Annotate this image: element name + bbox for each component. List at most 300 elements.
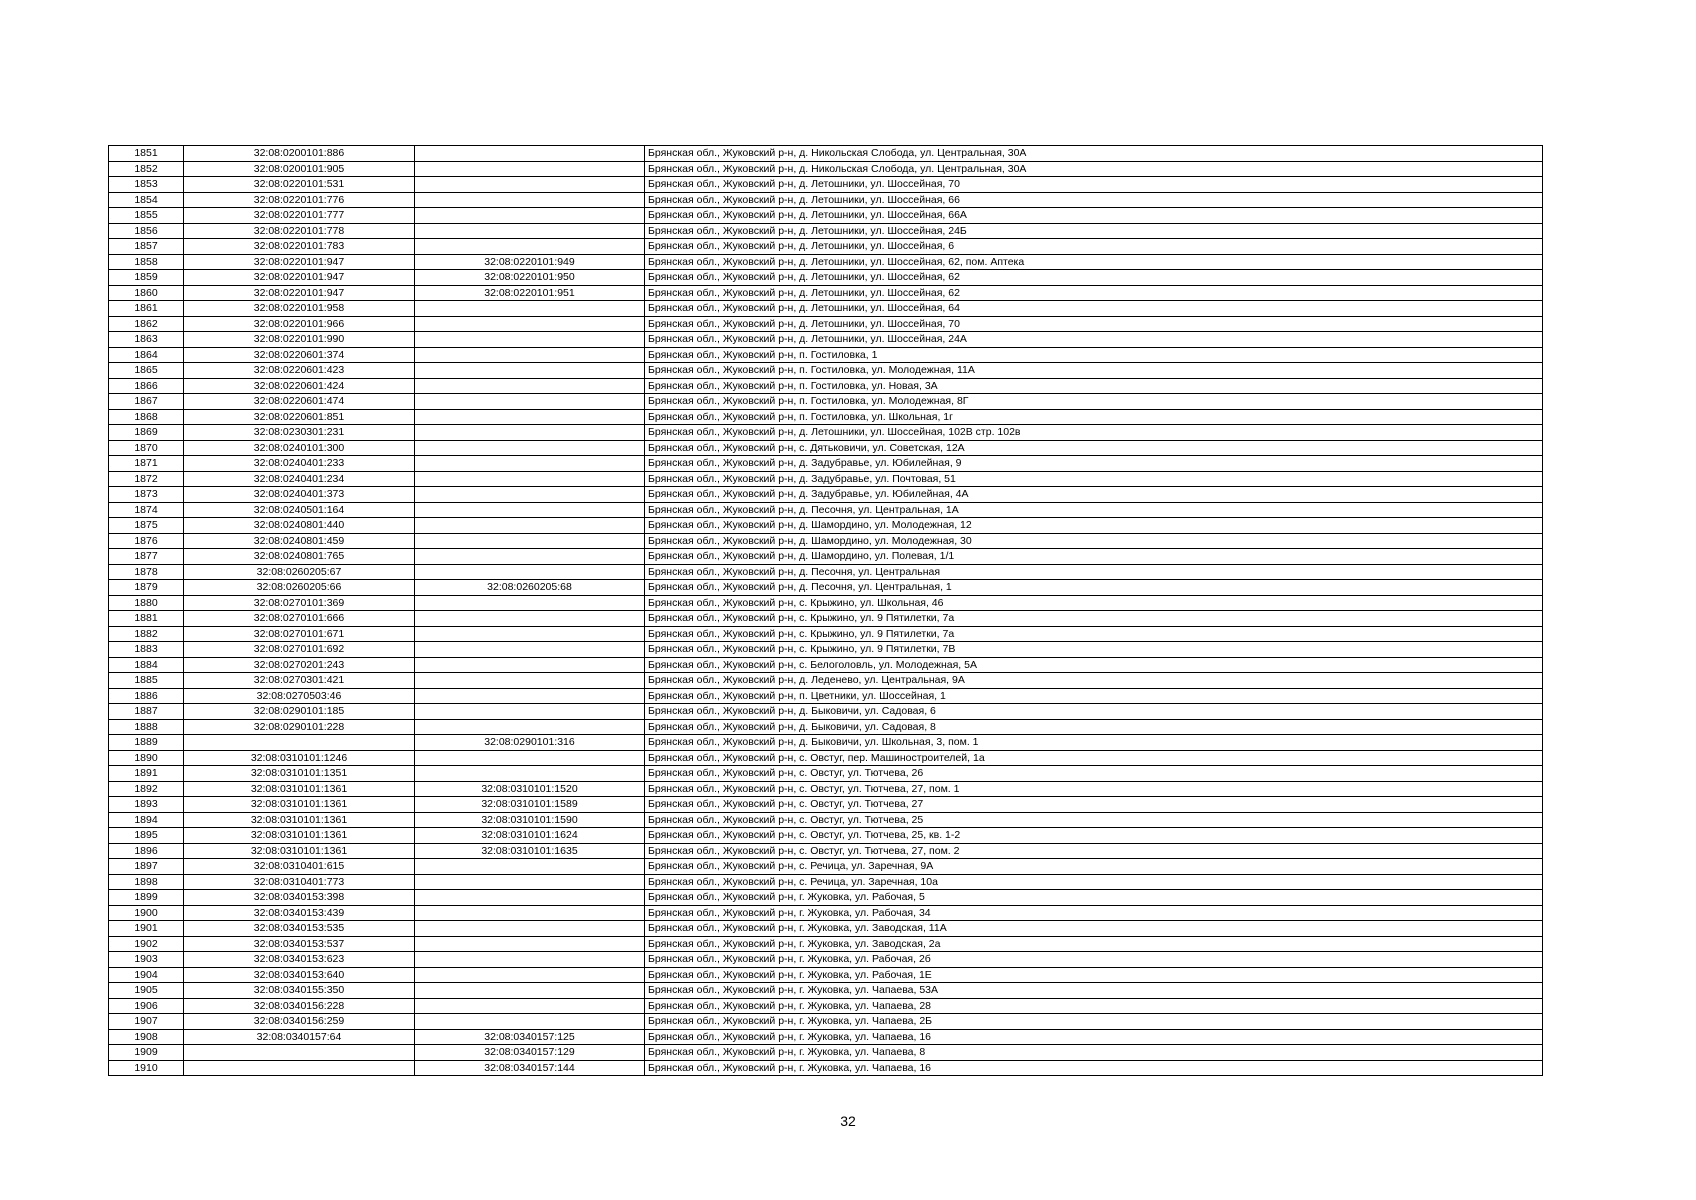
sub-object-number-cell: 32:08:0290101:316	[415, 735, 645, 751]
cadastral-number-cell	[184, 735, 415, 751]
table-row	[109, 704, 1543, 720]
cadastral-number-cell: 32:08:0220101:958	[184, 301, 415, 317]
address-cell: Брянская обл., Жуковский р-н, г. Жуковка, ул. Чапаева, 53А	[645, 983, 1543, 999]
address-cell: Брянская обл., Жуковский р-н, с. Овстуг, ул. Тютчева, 27, пом. 2	[645, 843, 1543, 859]
sub-object-number-cell	[415, 952, 645, 968]
table-row	[109, 657, 1543, 673]
sub-object-number-cell	[415, 394, 645, 410]
cadastral-number-cell: 32:08:0220601:423	[184, 363, 415, 379]
address-cell: Брянская обл., Жуковский р-н, д. Задубравье, ул. Юбилейная, 9	[645, 456, 1543, 472]
cadastral-number-cell: 32:08:0220101:776	[184, 192, 415, 208]
sub-object-number-cell	[415, 471, 645, 487]
table-row	[109, 967, 1543, 983]
sub-object-number-cell	[415, 766, 645, 782]
row-number-cell: 1877	[109, 549, 184, 565]
row-number-cell: 1893	[109, 797, 184, 813]
row-number-cell: 1865	[109, 363, 184, 379]
address-cell: Брянская обл., Жуковский р-н, д. Шамордино, ул. Молодежная, 30	[645, 533, 1543, 549]
sub-object-number-cell	[415, 456, 645, 472]
address-cell: Брянская обл., Жуковский р-н, с. Овстуг, ул. Тютчева, 25	[645, 812, 1543, 828]
table-row	[109, 533, 1543, 549]
sub-object-number-cell: 32:08:0340157:144	[415, 1060, 645, 1076]
address-cell: Брянская обл., Жуковский р-н, п. Гостиловка, ул. Школьная, 1г	[645, 409, 1543, 425]
row-number-cell: 1910	[109, 1060, 184, 1076]
table-row	[109, 611, 1543, 627]
row-number-cell: 1891	[109, 766, 184, 782]
address-cell: Брянская обл., Жуковский р-н, с. Речица, ул. Заречная, 10а	[645, 874, 1543, 890]
table-row	[109, 766, 1543, 782]
sub-object-number-cell	[415, 688, 645, 704]
address-cell: Брянская обл., Жуковский р-н, д. Летошники, ул. Шоссейная, 66	[645, 192, 1543, 208]
address-cell: Брянская обл., Жуковский р-н, с. Овстуг, пер. Машиностроителей, 1а	[645, 750, 1543, 766]
sub-object-number-cell	[415, 1014, 645, 1030]
address-cell: Брянская обл., Жуковский р-н, с. Крыжино, ул. 9 Пятилетки, 7а	[645, 626, 1543, 642]
row-number-cell: 1902	[109, 936, 184, 952]
cadastral-number-cell: 32:08:0220101:947	[184, 254, 415, 270]
table-row	[109, 998, 1543, 1014]
table-row	[109, 549, 1543, 565]
table-row	[109, 812, 1543, 828]
address-cell: Брянская обл., Жуковский р-н, г. Жуковка, ул. Рабочая, 1Е	[645, 967, 1543, 983]
property-table-body	[109, 146, 1543, 1076]
sub-object-number-cell	[415, 347, 645, 363]
row-number-cell: 1886	[109, 688, 184, 704]
address-cell: Брянская обл., Жуковский р-н, д. Летошники, ул. Шоссейная, 70	[645, 177, 1543, 193]
address-cell: Брянская обл., Жуковский р-н, д. Летошники, ул. Шоссейная, 62	[645, 285, 1543, 301]
page-number: 32	[840, 1113, 856, 1129]
row-number-cell: 1863	[109, 332, 184, 348]
table-row	[109, 735, 1543, 751]
cadastral-number-cell: 32:08:0340153:537	[184, 936, 415, 952]
sub-object-number-cell	[415, 564, 645, 580]
address-cell: Брянская обл., Жуковский р-н, д. Летошники, ул. Шоссейная, 70	[645, 316, 1543, 332]
cadastral-number-cell: 32:08:0270101:692	[184, 642, 415, 658]
cadastral-number-cell: 32:08:0270101:369	[184, 595, 415, 611]
row-number-cell: 1903	[109, 952, 184, 968]
row-number-cell: 1892	[109, 781, 184, 797]
table-row	[109, 471, 1543, 487]
sub-object-number-cell: 32:08:0310101:1635	[415, 843, 645, 859]
address-cell: Брянская обл., Жуковский р-н, п. Гостиловка, ул. Молодежная, 11А	[645, 363, 1543, 379]
sub-object-number-cell	[415, 983, 645, 999]
sub-object-number-cell	[415, 549, 645, 565]
row-number-cell: 1894	[109, 812, 184, 828]
row-number-cell: 1853	[109, 177, 184, 193]
row-number-cell: 1855	[109, 208, 184, 224]
table-row	[109, 254, 1543, 270]
row-number-cell: 1881	[109, 611, 184, 627]
sub-object-number-cell	[415, 223, 645, 239]
sub-object-number-cell	[415, 874, 645, 890]
table-row	[109, 518, 1543, 534]
sub-object-number-cell	[415, 642, 645, 658]
address-cell: Брянская обл., Жуковский р-н, д. Летошники, ул. Шоссейная, 62, пом. Аптека	[645, 254, 1543, 270]
cadastral-number-cell: 32:08:0240801:459	[184, 533, 415, 549]
table-row	[109, 673, 1543, 689]
address-cell: Брянская обл., Жуковский р-н, с. Дятьковичи, ул. Советская, 12А	[645, 440, 1543, 456]
table-row	[109, 1045, 1543, 1061]
cadastral-number-cell: 32:08:0270201:243	[184, 657, 415, 673]
table-row	[109, 859, 1543, 875]
cadastral-number-cell: 32:08:0220101:990	[184, 332, 415, 348]
sub-object-number-cell	[415, 192, 645, 208]
row-number-cell: 1901	[109, 921, 184, 937]
table-row	[109, 595, 1543, 611]
table-row	[109, 828, 1543, 844]
row-number-cell: 1904	[109, 967, 184, 983]
table-row	[109, 208, 1543, 224]
sub-object-number-cell	[415, 998, 645, 1014]
row-number-cell: 1866	[109, 378, 184, 394]
sub-object-number-cell	[415, 750, 645, 766]
sub-object-number-cell	[415, 890, 645, 906]
row-number-cell: 1880	[109, 595, 184, 611]
address-cell: Брянская обл., Жуковский р-н, г. Жуковка, ул. Заводская, 2а	[645, 936, 1543, 952]
row-number-cell: 1906	[109, 998, 184, 1014]
address-cell: Брянская обл., Жуковский р-н, с. Овстуг, ул. Тютчева, 27, пом. 1	[645, 781, 1543, 797]
address-cell: Брянская обл., Жуковский р-н, д. Песочня, ул. Центральная, 1	[645, 580, 1543, 596]
table-row	[109, 874, 1543, 890]
table-row	[109, 936, 1543, 952]
sub-object-number-cell	[415, 487, 645, 503]
address-cell: Брянская обл., Жуковский р-н, г. Жуковка, ул. Чапаева, 8	[645, 1045, 1543, 1061]
cadastral-number-cell: 32:08:0240801:440	[184, 518, 415, 534]
table-row	[109, 843, 1543, 859]
cadastral-number-cell: 32:08:0340153:439	[184, 905, 415, 921]
address-cell: Брянская обл., Жуковский р-н, д. Песочня, ул. Центральная, 1А	[645, 502, 1543, 518]
cadastral-number-cell: 32:08:0310101:1351	[184, 766, 415, 782]
row-number-cell: 1857	[109, 239, 184, 255]
cadastral-number-cell: 32:08:0310101:1361	[184, 828, 415, 844]
address-cell: Брянская обл., Жуковский р-н, д. Летошники, ул. Шоссейная, 66А	[645, 208, 1543, 224]
row-number-cell: 1879	[109, 580, 184, 596]
table-row	[109, 363, 1543, 379]
row-number-cell: 1890	[109, 750, 184, 766]
address-cell: Брянская обл., Жуковский р-н, с. Белоголовль, ул. Молодежная, 5А	[645, 657, 1543, 673]
address-cell: Брянская обл., Жуковский р-н, д. Летошники, ул. Шоссейная, 62	[645, 270, 1543, 286]
table-row	[109, 177, 1543, 193]
row-number-cell: 1868	[109, 409, 184, 425]
table-row	[109, 890, 1543, 906]
address-cell: Брянская обл., Жуковский р-н, д. Задубравье, ул. Юбилейная, 4А	[645, 487, 1543, 503]
cadastral-number-cell: 32:08:0340153:623	[184, 952, 415, 968]
table-row	[109, 161, 1543, 177]
address-cell: Брянская обл., Жуковский р-н, д. Летошники, ул. Шоссейная, 24Б	[645, 223, 1543, 239]
address-cell: Брянская обл., Жуковский р-н, д. Летошники, ул. Шоссейная, 64	[645, 301, 1543, 317]
sub-object-number-cell	[415, 177, 645, 193]
row-number-cell: 1885	[109, 673, 184, 689]
sub-object-number-cell	[415, 657, 645, 673]
row-number-cell: 1889	[109, 735, 184, 751]
sub-object-number-cell	[415, 332, 645, 348]
sub-object-number-cell	[415, 719, 645, 735]
table-row	[109, 688, 1543, 704]
sub-object-number-cell: 32:08:0220101:949	[415, 254, 645, 270]
table-row	[109, 781, 1543, 797]
cadastral-number-cell: 32:08:0270301:421	[184, 673, 415, 689]
address-cell: Брянская обл., Жуковский р-н, д. Шамордино, ул. Полевая, 1/1	[645, 549, 1543, 565]
row-number-cell: 1861	[109, 301, 184, 317]
row-number-cell: 1864	[109, 347, 184, 363]
table-row	[109, 332, 1543, 348]
row-number-cell: 1898	[109, 874, 184, 890]
sub-object-number-cell: 32:08:0340157:129	[415, 1045, 645, 1061]
cadastral-number-cell: 32:08:0270101:671	[184, 626, 415, 642]
sub-object-number-cell: 32:08:0220101:951	[415, 285, 645, 301]
table-row	[109, 750, 1543, 766]
table-row	[109, 502, 1543, 518]
cadastral-number-cell: 32:08:0200101:905	[184, 161, 415, 177]
address-cell: Брянская обл., Жуковский р-н, с. Крыжино, ул. 9 Пятилетки, 7В	[645, 642, 1543, 658]
cadastral-number-cell: 32:08:0220601:474	[184, 394, 415, 410]
address-cell: Брянская обл., Жуковский р-н, с. Крыжино, ул. 9 Пятилетки, 7а	[645, 611, 1543, 627]
table-row	[109, 1060, 1543, 1076]
address-cell: Брянская обл., Жуковский р-н, п. Цветники, ул. Шоссейная, 1	[645, 688, 1543, 704]
cadastral-number-cell: 32:08:0240801:765	[184, 549, 415, 565]
cadastral-number-cell: 32:08:0220101:947	[184, 270, 415, 286]
sub-object-number-cell: 32:08:0310101:1590	[415, 812, 645, 828]
address-cell: Брянская обл., Жуковский р-н, г. Жуковка, ул. Чапаева, 28	[645, 998, 1543, 1014]
sub-object-number-cell	[415, 502, 645, 518]
cadastral-number-cell: 32:08:0220601:851	[184, 409, 415, 425]
table-row	[109, 223, 1543, 239]
table-row	[109, 456, 1543, 472]
address-cell: Брянская обл., Жуковский р-н, с. Речица, ул. Заречная, 9А	[645, 859, 1543, 875]
cadastral-number-cell: 32:08:0340156:228	[184, 998, 415, 1014]
address-cell: Брянская обл., Жуковский р-н, с. Овстуг, ул. Тютчева, 25, кв. 1-2	[645, 828, 1543, 844]
sub-object-number-cell	[415, 440, 645, 456]
sub-object-number-cell: 32:08:0310101:1520	[415, 781, 645, 797]
sub-object-number-cell: 32:08:0260205:68	[415, 580, 645, 596]
row-number-cell: 1878	[109, 564, 184, 580]
sub-object-number-cell	[415, 146, 645, 162]
row-number-cell: 1872	[109, 471, 184, 487]
row-number-cell: 1895	[109, 828, 184, 844]
table-row	[109, 1014, 1543, 1030]
row-number-cell: 1856	[109, 223, 184, 239]
cadastral-number-cell: 32:08:0270503:46	[184, 688, 415, 704]
cadastral-number-cell: 32:08:0220601:424	[184, 378, 415, 394]
row-number-cell: 1852	[109, 161, 184, 177]
cadastral-number-cell: 32:08:0290101:185	[184, 704, 415, 720]
address-cell: Брянская обл., Жуковский р-н, г. Жуковка, ул. Заводская, 11А	[645, 921, 1543, 937]
cadastral-number-cell: 32:08:0340153:640	[184, 967, 415, 983]
table-row	[109, 239, 1543, 255]
address-cell: Брянская обл., Жуковский р-н, д. Задубравье, ул. Почтовая, 51	[645, 471, 1543, 487]
sub-object-number-cell	[415, 363, 645, 379]
address-cell: Брянская обл., Жуковский р-н, с. Овстуг, ул. Тютчева, 26	[645, 766, 1543, 782]
cadastral-number-cell: 32:08:0340156:259	[184, 1014, 415, 1030]
cadastral-number-cell: 32:08:0340153:398	[184, 890, 415, 906]
table-row	[109, 952, 1543, 968]
table-row	[109, 983, 1543, 999]
cadastral-number-cell: 32:08:0310101:1246	[184, 750, 415, 766]
cadastral-number-cell: 32:08:0310401:615	[184, 859, 415, 875]
address-cell: Брянская обл., Жуковский р-н, г. Жуковка, ул. Чапаева, 2Б	[645, 1014, 1543, 1030]
row-number-cell: 1876	[109, 533, 184, 549]
address-cell: Брянская обл., Жуковский р-н, д. Быковичи, ул. Садовая, 6	[645, 704, 1543, 720]
row-number-cell: 1896	[109, 843, 184, 859]
table-row	[109, 440, 1543, 456]
table-row	[109, 626, 1543, 642]
table-row	[109, 301, 1543, 317]
address-cell: Брянская обл., Жуковский р-н, д. Летошники, ул. Шоссейная, 24А	[645, 332, 1543, 348]
cadastral-number-cell: 32:08:0220101:531	[184, 177, 415, 193]
sub-object-number-cell	[415, 208, 645, 224]
row-number-cell: 1909	[109, 1045, 184, 1061]
address-cell: Брянская обл., Жуковский р-н, г. Жуковка, ул. Чапаева, 16	[645, 1060, 1543, 1076]
row-number-cell: 1858	[109, 254, 184, 270]
row-number-cell: 1854	[109, 192, 184, 208]
property-table	[108, 145, 1543, 1076]
row-number-cell: 1905	[109, 983, 184, 999]
cadastral-number-cell	[184, 1045, 415, 1061]
row-number-cell: 1907	[109, 1014, 184, 1030]
cadastral-number-cell: 32:08:0310101:1361	[184, 781, 415, 797]
row-number-cell: 1873	[109, 487, 184, 503]
sub-object-number-cell	[415, 859, 645, 875]
address-cell: Брянская обл., Жуковский р-н, д. Шамордино, ул. Молодежная, 12	[645, 518, 1543, 534]
row-number-cell: 1908	[109, 1029, 184, 1045]
cadastral-number-cell: 32:08:0340155:350	[184, 983, 415, 999]
table-row	[109, 719, 1543, 735]
row-number-cell: 1875	[109, 518, 184, 534]
table-row	[109, 425, 1543, 441]
sub-object-number-cell	[415, 161, 645, 177]
table-row	[109, 146, 1543, 162]
address-cell: Брянская обл., Жуковский р-н, д. Никольская Слобода, ул. Центральная, 30А	[645, 146, 1543, 162]
table-row	[109, 580, 1543, 596]
address-cell: Брянская обл., Жуковский р-н, г. Жуковка, ул. Рабочая, 2б	[645, 952, 1543, 968]
table-row	[109, 316, 1543, 332]
table-row	[109, 564, 1543, 580]
table-row	[109, 347, 1543, 363]
cadastral-number-cell: 32:08:0220101:777	[184, 208, 415, 224]
sub-object-number-cell	[415, 595, 645, 611]
row-number-cell: 1862	[109, 316, 184, 332]
sub-object-number-cell	[415, 905, 645, 921]
row-number-cell: 1870	[109, 440, 184, 456]
cadastral-number-cell	[184, 1060, 415, 1076]
table-row	[109, 409, 1543, 425]
cadastral-number-cell: 32:08:0220101:778	[184, 223, 415, 239]
table-row	[109, 487, 1543, 503]
address-cell: Брянская обл., Жуковский р-н, д. Летошники, ул. Шоссейная, 102В стр. 102в	[645, 425, 1543, 441]
row-number-cell: 1899	[109, 890, 184, 906]
address-cell: Брянская обл., Жуковский р-н, п. Гостиловка, 1	[645, 347, 1543, 363]
sub-object-number-cell: 32:08:0310101:1589	[415, 797, 645, 813]
cadastral-number-cell: 32:08:0340157:64	[184, 1029, 415, 1045]
cadastral-number-cell: 32:08:0340153:535	[184, 921, 415, 937]
row-number-cell: 1871	[109, 456, 184, 472]
sub-object-number-cell	[415, 626, 645, 642]
table-row	[109, 797, 1543, 813]
address-cell: Брянская обл., Жуковский р-н, с. Крыжино, ул. Школьная, 46	[645, 595, 1543, 611]
cadastral-number-cell: 32:08:0220101:966	[184, 316, 415, 332]
sub-object-number-cell: 32:08:0340157:125	[415, 1029, 645, 1045]
address-cell: Брянская обл., Жуковский р-н, г. Жуковка, ул. Рабочая, 5	[645, 890, 1543, 906]
cadastral-number-cell: 32:08:0310401:773	[184, 874, 415, 890]
address-cell: Брянская обл., Жуковский р-н, с. Овстуг, ул. Тютчева, 27	[645, 797, 1543, 813]
row-number-cell: 1883	[109, 642, 184, 658]
table-row	[109, 378, 1543, 394]
row-number-cell: 1897	[109, 859, 184, 875]
address-cell: Брянская обл., Жуковский р-н, п. Гостиловка, ул. Новая, 3А	[645, 378, 1543, 394]
row-number-cell: 1859	[109, 270, 184, 286]
address-cell: Брянская обл., Жуковский р-н, д. Леденево, ул. Центральная, 9А	[645, 673, 1543, 689]
sub-object-number-cell	[415, 673, 645, 689]
table-row	[109, 285, 1543, 301]
row-number-cell: 1888	[109, 719, 184, 735]
cadastral-number-cell: 32:08:0310101:1361	[184, 843, 415, 859]
table-row	[109, 270, 1543, 286]
address-cell: Брянская обл., Жуковский р-н, д. Летошники, ул. Шоссейная, 6	[645, 239, 1543, 255]
cadastral-number-cell: 32:08:0220601:374	[184, 347, 415, 363]
address-cell: Брянская обл., Жуковский р-н, д. Быковичи, ул. Садовая, 8	[645, 719, 1543, 735]
sub-object-number-cell	[415, 611, 645, 627]
address-cell: Брянская обл., Жуковский р-н, п. Гостиловка, ул. Молодежная, 8Г	[645, 394, 1543, 410]
sub-object-number-cell	[415, 409, 645, 425]
table-row	[109, 642, 1543, 658]
cadastral-number-cell: 32:08:0290101:228	[184, 719, 415, 735]
sub-object-number-cell	[415, 533, 645, 549]
cadastral-number-cell: 32:08:0240401:234	[184, 471, 415, 487]
sub-object-number-cell	[415, 967, 645, 983]
sub-object-number-cell	[415, 378, 645, 394]
row-number-cell: 1900	[109, 905, 184, 921]
row-number-cell: 1860	[109, 285, 184, 301]
cadastral-number-cell: 32:08:0240401:373	[184, 487, 415, 503]
sub-object-number-cell: 32:08:0220101:950	[415, 270, 645, 286]
sub-object-number-cell: 32:08:0310101:1624	[415, 828, 645, 844]
row-number-cell: 1869	[109, 425, 184, 441]
cadastral-number-cell: 32:08:0240401:233	[184, 456, 415, 472]
sub-object-number-cell	[415, 239, 645, 255]
cadastral-number-cell: 32:08:0310101:1361	[184, 797, 415, 813]
cadastral-number-cell: 32:08:0240101:300	[184, 440, 415, 456]
sub-object-number-cell	[415, 301, 645, 317]
cadastral-number-cell: 32:08:0310101:1361	[184, 812, 415, 828]
row-number-cell: 1887	[109, 704, 184, 720]
address-cell: Брянская обл., Жуковский р-н, г. Жуковка, ул. Рабочая, 34	[645, 905, 1543, 921]
row-number-cell: 1874	[109, 502, 184, 518]
table-row	[109, 192, 1543, 208]
sub-object-number-cell	[415, 425, 645, 441]
sub-object-number-cell	[415, 936, 645, 952]
address-cell: Брянская обл., Жуковский р-н, д. Быковичи, ул. Школьная, 3, пом. 1	[645, 735, 1543, 751]
address-cell: Брянская обл., Жуковский р-н, г. Жуковка, ул. Чапаева, 16	[645, 1029, 1543, 1045]
address-cell: Брянская обл., Жуковский р-н, д. Никольская Слобода, ул. Центральная, 30А	[645, 161, 1543, 177]
row-number-cell: 1884	[109, 657, 184, 673]
cadastral-number-cell: 32:08:0200101:886	[184, 146, 415, 162]
cadastral-number-cell: 32:08:0260205:67	[184, 564, 415, 580]
sub-object-number-cell	[415, 921, 645, 937]
sub-object-number-cell	[415, 316, 645, 332]
cadastral-number-cell: 32:08:0270101:666	[184, 611, 415, 627]
table-row	[109, 905, 1543, 921]
row-number-cell: 1882	[109, 626, 184, 642]
row-number-cell: 1867	[109, 394, 184, 410]
cadastral-number-cell: 32:08:0230301:231	[184, 425, 415, 441]
cadastral-number-cell: 32:08:0220101:783	[184, 239, 415, 255]
table-row	[109, 921, 1543, 937]
sub-object-number-cell	[415, 518, 645, 534]
cadastral-number-cell: 32:08:0240501:164	[184, 502, 415, 518]
cadastral-number-cell: 32:08:0220101:947	[184, 285, 415, 301]
cadastral-number-cell: 32:08:0260205:66	[184, 580, 415, 596]
row-number-cell: 1851	[109, 146, 184, 162]
table-row	[109, 394, 1543, 410]
